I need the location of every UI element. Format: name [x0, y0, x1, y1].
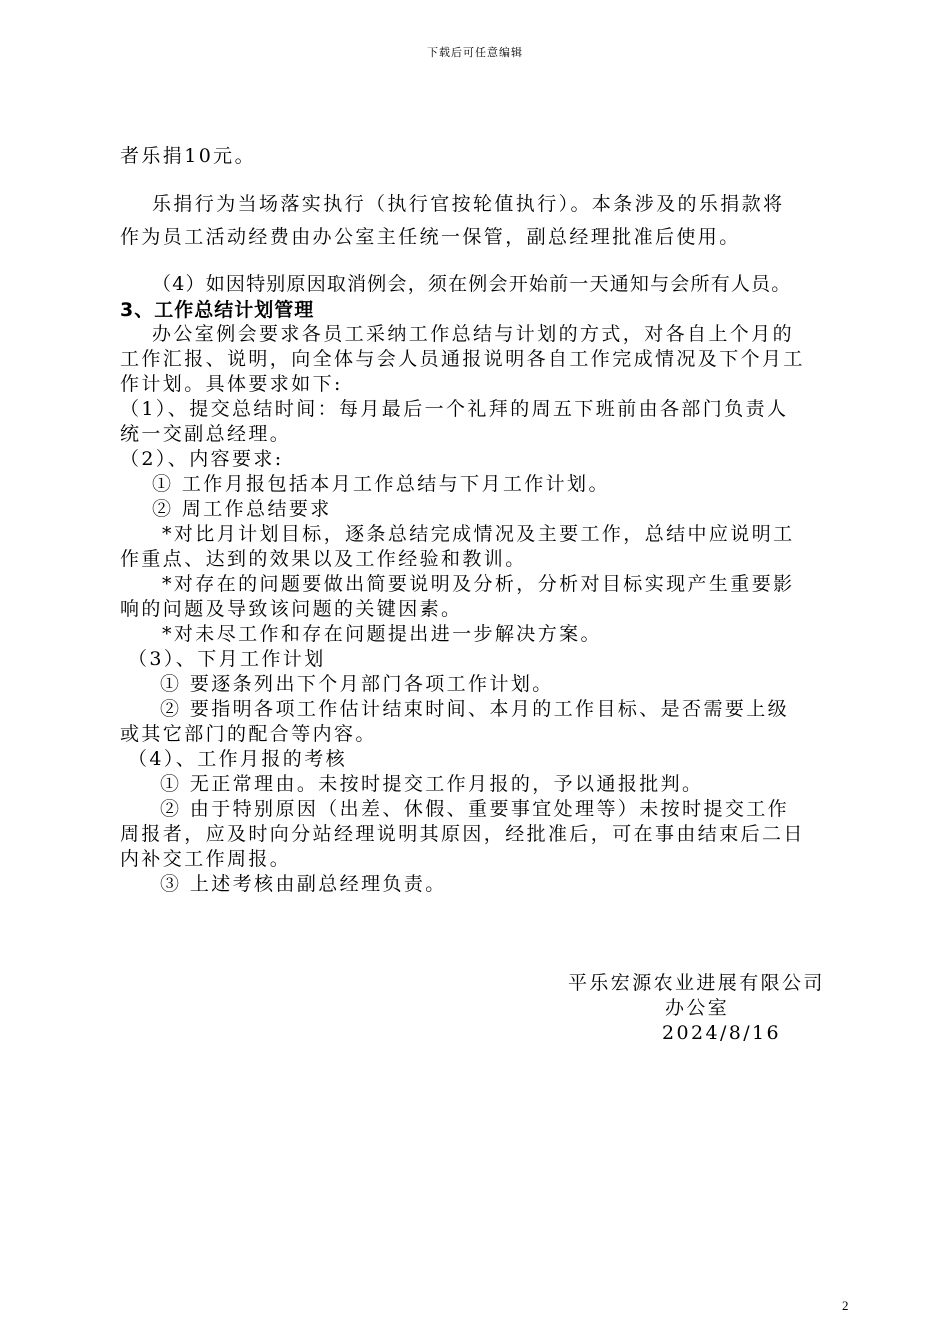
body-line: 乐捐行为当场落实执行（执行官按轮值执行）。本条涉及的乐捐款将	[152, 193, 785, 215]
body-line: 周报者，应及时向分站经理说明其原因，经批准后，可在事由结束后二日	[120, 823, 805, 845]
body-line: （3）、下月工作计划	[128, 648, 326, 670]
body-line: 作计划。具体要求如下:	[120, 373, 343, 395]
body-line: *对存在的问题要做出简要说明及分析，分析对目标实现产生重要影	[162, 573, 795, 595]
body-line: ① 无正常理由。未按时提交工作月报的，予以通报批判。	[160, 773, 704, 795]
body-line: 办公室例会要求各员工采纳工作总结与计划的方式，对各自上个月的	[152, 323, 795, 345]
signature-date: 2024/8/16	[662, 1022, 782, 1044]
body-line: *对未尽工作和存在问题提出进一步解决方案。	[162, 623, 602, 645]
body-line: ① 要逐条列出下个月部门各项工作计划。	[160, 673, 554, 695]
body-line: （1）、提交总结时间：每月最后一个礼拜的周五下班前由各部门负责人	[120, 398, 789, 420]
body-line: ② 由于特别原因（出差、休假、重要事宜处理等）未按时提交工作	[160, 798, 790, 820]
body-line: 统一交副总经理。	[120, 423, 292, 445]
header-note: 下载后可任意编辑	[427, 46, 523, 59]
body-line: 作为员工活动经费由办公室主任统一保管，副总经理批准后使用。	[120, 226, 741, 248]
signature-company: 平乐宏源农业进展有限公司	[568, 972, 825, 994]
page-number: 2	[842, 1298, 849, 1313]
body-line: ② 周工作总结要求	[152, 498, 332, 520]
body-line: 内补交工作周报。	[120, 848, 292, 870]
body-line: 或其它部门的配合等内容。	[120, 723, 377, 745]
body-line: ② 要指明各项工作估计结束时间、本月的工作目标、是否需要上级	[160, 698, 790, 720]
body-line: （2）、内容要求:	[120, 448, 284, 470]
section-heading: 3、工作总结计划管理	[120, 299, 315, 321]
body-line: ③ 上述考核由副总经理负责。	[160, 873, 447, 895]
body-line: 作重点、达到的效果以及工作经验和教训。	[120, 548, 527, 570]
body-line: 响的问题及导致该问题的关键因素。	[120, 598, 463, 620]
body-line: （4）如因特别原因取消例会，须在例会开始前一天通知与会所有人员。	[152, 273, 792, 295]
body-line: 者乐捐10元。	[120, 145, 256, 167]
body-line: *对比月计划目标，逐条总结完成情况及主要工作，总结中应说明工	[162, 523, 795, 545]
body-line: （4）、工作月报的考核	[128, 748, 347, 770]
body-line: 工作汇报、说明，向全体与会人员通报说明各自工作完成情况及下个月工	[120, 348, 805, 370]
signature-department: 办公室	[665, 997, 730, 1019]
body-line: ① 工作月报包括本月工作总结与下月工作计划。	[152, 473, 610, 495]
